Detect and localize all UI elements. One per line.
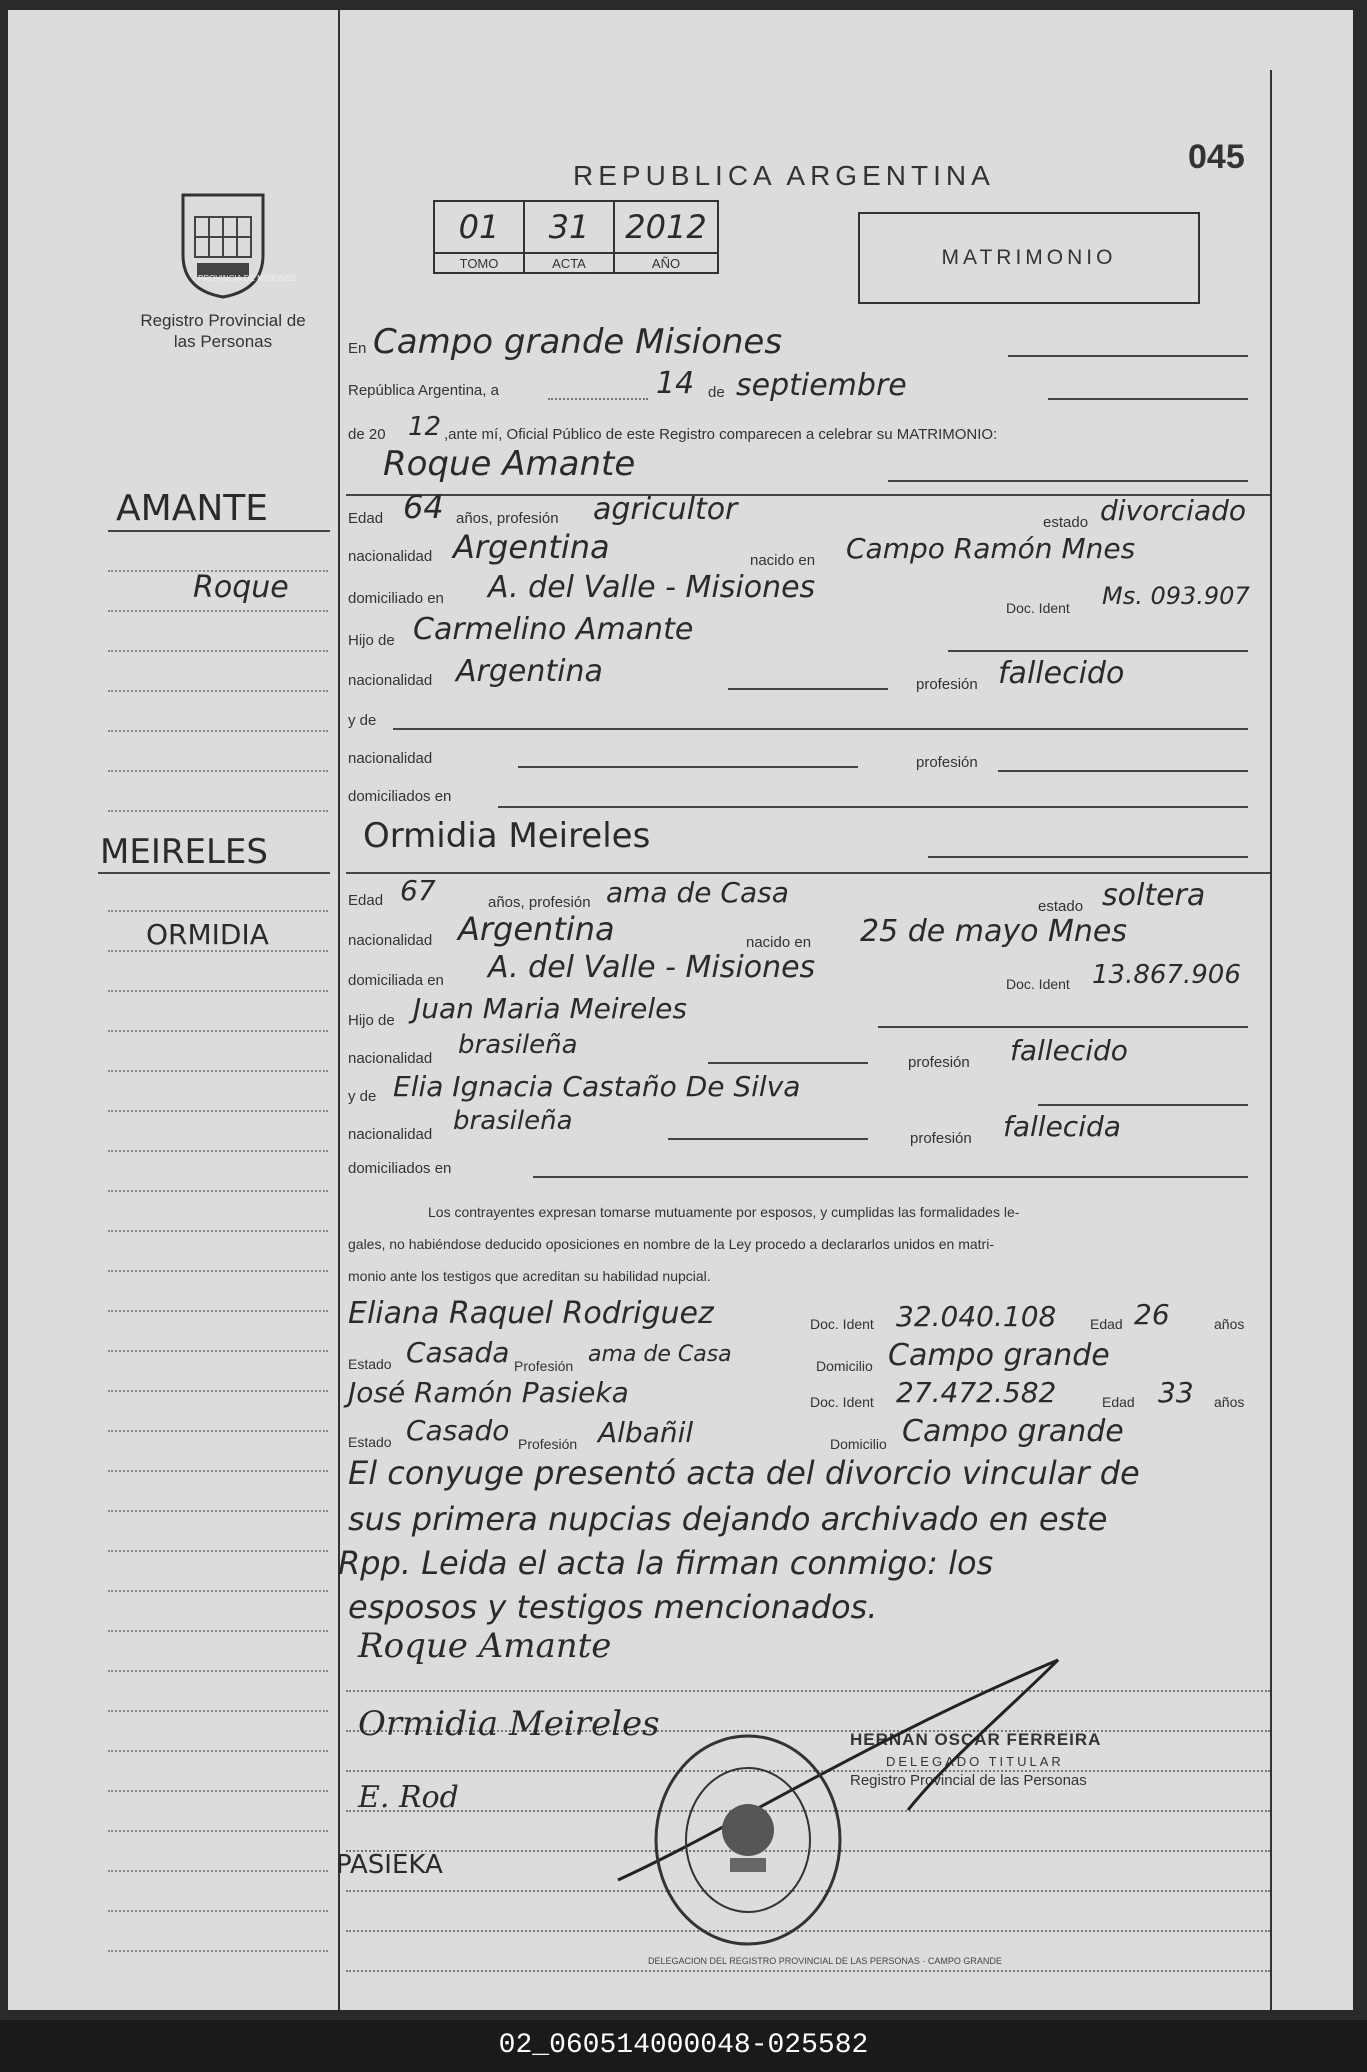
note-line-1: El conyuge presentó acta del divorcio vincular de [348, 1454, 1140, 1492]
bride-age: 67 [400, 874, 436, 907]
bride-nationality: Argentina [458, 910, 615, 948]
signature-witness-1: E. Rod [358, 1780, 459, 1815]
witness-1-profession: ama de Casa [588, 1342, 732, 1367]
groom-birthplace: Campo Ramón Mnes [846, 532, 1136, 565]
witness-1-status: Casada [406, 1336, 510, 1369]
official-title: DELEGADO TITULAR [886, 1754, 1064, 1769]
anio-value: 2012 [625, 208, 707, 246]
official-name: HERNAN OSCAR FERREIRA [850, 1730, 1102, 1749]
margin-groom-name: Roque [193, 570, 289, 605]
witness-1-doc: 32.040.108 [896, 1300, 1057, 1333]
margin-bride-name: ORMIDIA [146, 918, 269, 951]
marriage-month: septiembre [736, 368, 907, 403]
margin-bride-surname: MEIRELES [100, 832, 268, 872]
witness-2-age: 33 [1158, 1376, 1194, 1409]
groom-age: 64 [403, 488, 444, 526]
bride-mother: Elia Ignacia Castaño De Silva [393, 1070, 801, 1103]
footer-code: 02_060514000048-025582 [0, 2020, 1367, 2072]
witness-1-address: Campo grande [888, 1338, 1110, 1373]
seal-text: DELEGACION DEL REGISTRO PROVINCIAL DE LAS PERSONAS · CAMPO GRANDE [648, 1956, 1002, 1966]
emblem-text: PROVINCIA DE MISIONES [198, 274, 297, 283]
note-line-4: esposos y testigos mencionados. [348, 1588, 878, 1626]
bride-marital-status: soltera [1102, 878, 1206, 913]
margin-groom-surname: AMANTE [116, 488, 268, 529]
marriage-day: 14 [656, 366, 695, 401]
bride-full-name: Ormidia Meireles [363, 816, 651, 856]
declaration-line-1: Los contrayentes expresan tomarse mutuamente por esposos, y cumplidas las formalidades le- [428, 1204, 1020, 1220]
bride-mother-profession: fallecida [1003, 1110, 1121, 1143]
bride-mother-nationality: brasileña [453, 1106, 573, 1136]
official-seal-icon [648, 1730, 848, 1950]
bride-father: Juan Maria Meireles [413, 992, 687, 1025]
groom-address: A. del Valle - Misiones [488, 570, 816, 605]
marriage-place: Campo grande Misiones [373, 322, 783, 362]
note-line-2: sus primera nupcias dejando archivado en este [348, 1500, 1108, 1538]
bride-doc: 13.867.906 [1092, 960, 1241, 990]
note-line-3: Rpp. Leida el acta la firman conmigo: los [338, 1544, 994, 1582]
tomo-value: 01 [458, 208, 500, 246]
acta-value: 31 [548, 208, 590, 246]
marriage-year: 12 [408, 412, 442, 442]
witness-1-age: 26 [1134, 1298, 1170, 1331]
witness-2-status: Casado [406, 1414, 510, 1447]
groom-nationality: Argentina [453, 528, 610, 566]
witness-2-address: Campo grande [902, 1414, 1124, 1449]
signature-groom: Roque Amante [358, 1626, 612, 1666]
groom-profession: agricultor [593, 492, 738, 527]
record-type-box [858, 212, 1200, 304]
registry-name: Registro Provincial de las Personas [140, 311, 306, 351]
witness-1-name: Eliana Raquel Rodriguez [348, 1296, 714, 1331]
document-page: PROVINCIA DE MISIONES Registro Provincial de las Personas AMANTE Roque MEIRELES ORMIDIA REPUBLICA ARGENTINA 045 01 31 2012 TOMO ACTA AÑO MATRIMONIO En Campo grande Misiones República Argentina, a 14 de septiembre de 20 12 ,ante mí, Oficial Público de este Registro comparecen a celebrar su MATRIMONIO: Roque Amante Edad 64 años, profesión agricultor estado divorciado nacionalidad Argentina nacido en Campo Ramón Mnes domiciliado en A. del Valle - Misiones Doc. Ident Ms. 093.907 Hijo de Carmelino Amante nacionalidad Argentina profesión fallecido y de nacionalidad profesión domiciliados en Ormidia Meireles Edad 67 años, profesión ama de Casa estado soltera nacionalidad Argentina nacido en 25 de mayo Mnes domiciliada en A. del Valle - Misiones Doc. Ident 13.867.906 Hijo de Juan Maria Meireles nacionalidad brasileña profesión fallecido y de Elia Ignacia Castaño De Silva nacionalidad brasileña profesión fallecida domiciliados en Los contrayentes expresan tomarse mutuamente por esposos, y cumplidas las formalidades le- gales, no habiéndose deducido oposiciones en nombre de la Ley procedo a declararlos unidos en matri- monio ante los testigos que acreditan su habilidad nupcial. Eliana Raquel Rodriguez Doc. Ident 32.040.108 Edad 26 años Estado Casada Profesión ama de Casa Domicilio Campo grande José Ramón Pasieka Doc. Ident 27.472.582 Edad 33 años Estado Casado Profesión Albañil Domicilio Campo grande El conyuge presentó acta del divorcio vincular de sus primera nupcias dejando archivado en este Rpp. Leida el acta la firman conmigo: los esposos y testigos mencionados. Roque Amante Ormidia Meireles E. Rod PASIEKA HERNAN OSCAR FERREIRA DELEGADO TITULAR Registro Provincial de las Personas DELEGACION DEL REGISTRO PROVINCIAL DE LAS PERSONAS · CAMPO GRANDE [8, 10, 1353, 2010]
bride-profession: ama de Casa [606, 876, 789, 909]
country-title: REPUBLICA ARGENTINA [573, 160, 995, 191]
anio-label: AÑO [614, 253, 718, 273]
tomo-label: TOMO [434, 253, 524, 273]
bride-father-nationality: brasileña [458, 1030, 578, 1060]
page-number: 045 [1188, 138, 1245, 176]
declaration-line-3: monio ante los testigos que acreditan su habilidad nupcial. [348, 1268, 711, 1284]
bride-father-profession: fallecido [1010, 1034, 1128, 1067]
witness-2-profession: Albañil [598, 1416, 694, 1449]
groom-marital-status: divorciado [1100, 494, 1247, 527]
witness-2-name: José Ramón Pasieka [348, 1376, 629, 1409]
record-id-table [433, 200, 719, 274]
declaration-line-2: gales, no habiéndose deducido oposiciones en nombre de la Ley procedo a declararlos unidos en matri- [348, 1236, 994, 1252]
record-type: MATRIMONIO [941, 246, 1117, 269]
bride-birthplace: 25 de mayo Mnes [860, 914, 1127, 949]
official-office: Registro Provincial de las Personas [850, 1772, 1087, 1789]
signature-witness-2: PASIEKA [336, 1850, 443, 1880]
groom-father-nationality: Argentina [456, 654, 603, 689]
groom-father-profession: fallecido [998, 656, 1125, 691]
groom-full-name: Roque Amante [383, 444, 636, 484]
margin-column [8, 10, 340, 2010]
signature-bride: Ormidia Meireles [358, 1704, 660, 1744]
bride-address: A. del Valle - Misiones [488, 950, 816, 985]
groom-father: Carmelino Amante [413, 612, 694, 647]
witness-2-doc: 27.472.582 [896, 1376, 1057, 1409]
groom-doc: Ms. 093.907 [1102, 582, 1250, 610]
acta-label: ACTA [524, 253, 614, 273]
